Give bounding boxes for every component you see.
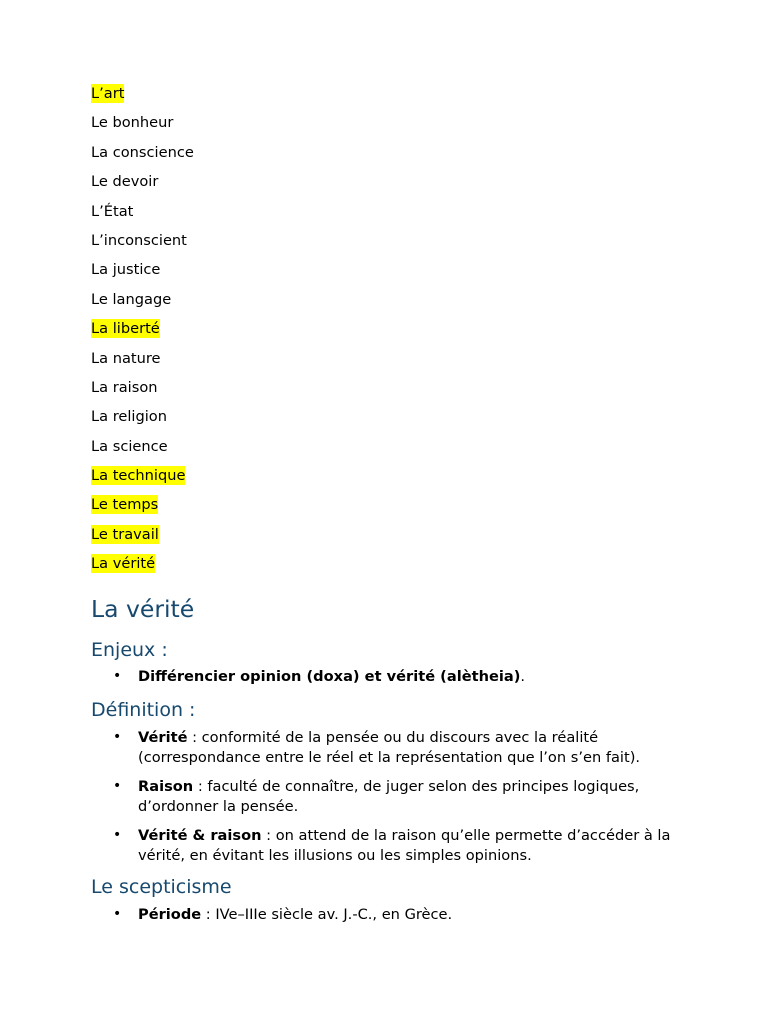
- notion-item: L’inconscient: [91, 231, 187, 249]
- scepticisme-list: [91, 905, 691, 934]
- notion-item: La religion: [91, 408, 167, 426]
- notion-item: La justice: [91, 261, 161, 279]
- notion-list: [91, 84, 194, 584]
- bullet-icon: •: [113, 777, 122, 794]
- list-item: [91, 728, 691, 768]
- item-term: Raison: [138, 777, 194, 795]
- heading-definition: Définition :: [91, 699, 196, 721]
- notion-item: L’État: [91, 202, 134, 220]
- bullet-icon: •: [113, 826, 122, 843]
- item-text: : on attend de la raison qu’elle permette d’accéder à la vérité, en évitant les illusions ou les simples opinions.: [138, 826, 671, 864]
- heading-enjeux: Enjeux :: [91, 639, 168, 661]
- bullet-icon: •: [113, 668, 122, 684]
- bullet-icon: •: [113, 729, 122, 745]
- list-item: [91, 905, 691, 925]
- notion-item: La vérité: [91, 555, 156, 573]
- notion-item: Le bonheur: [91, 114, 174, 132]
- notion-item: La nature: [91, 349, 161, 367]
- notion-item: Le langage: [91, 290, 172, 308]
- item-term: Vérité & raison: [138, 826, 262, 844]
- definition-list: [91, 728, 691, 875]
- item-text: : conformité de la pensée ou du discours avec la réalité (correspondance entre le réel et la représentation que l’on s’en fait).: [138, 729, 641, 766]
- notion-item: Le devoir: [91, 173, 159, 191]
- notion-item: La science: [91, 437, 168, 455]
- page-title: La vérité: [91, 595, 195, 623]
- item-term: Période: [138, 906, 202, 923]
- notion-item: Le temps: [91, 496, 159, 514]
- enjeux-list: [91, 667, 691, 696]
- list-item: [91, 777, 691, 817]
- notion-item: Le travail: [91, 525, 159, 543]
- bullet-icon: •: [113, 906, 122, 922]
- item-term: Vérité: [138, 729, 188, 746]
- notion-item: La technique: [91, 467, 186, 485]
- item-text: : faculté de connaître, de juger selon des principes logiques, d’ordonner la pensée.: [138, 777, 640, 815]
- notion-item: La raison: [91, 378, 158, 396]
- notion-item: La conscience: [91, 143, 194, 161]
- item-text: .: [520, 668, 526, 685]
- list-item: [91, 826, 691, 866]
- notion-item: L’art: [91, 85, 125, 102]
- notion-item: La liberté: [91, 320, 160, 338]
- heading-scepticisme: Le scepticisme: [91, 876, 232, 898]
- item-term: Différencier opinion (doxa) et vérité (alètheia): [138, 668, 521, 685]
- list-item: [91, 667, 691, 687]
- item-text: : IVe–IIIe siècle av. J.-C., en Grèce.: [201, 906, 453, 923]
